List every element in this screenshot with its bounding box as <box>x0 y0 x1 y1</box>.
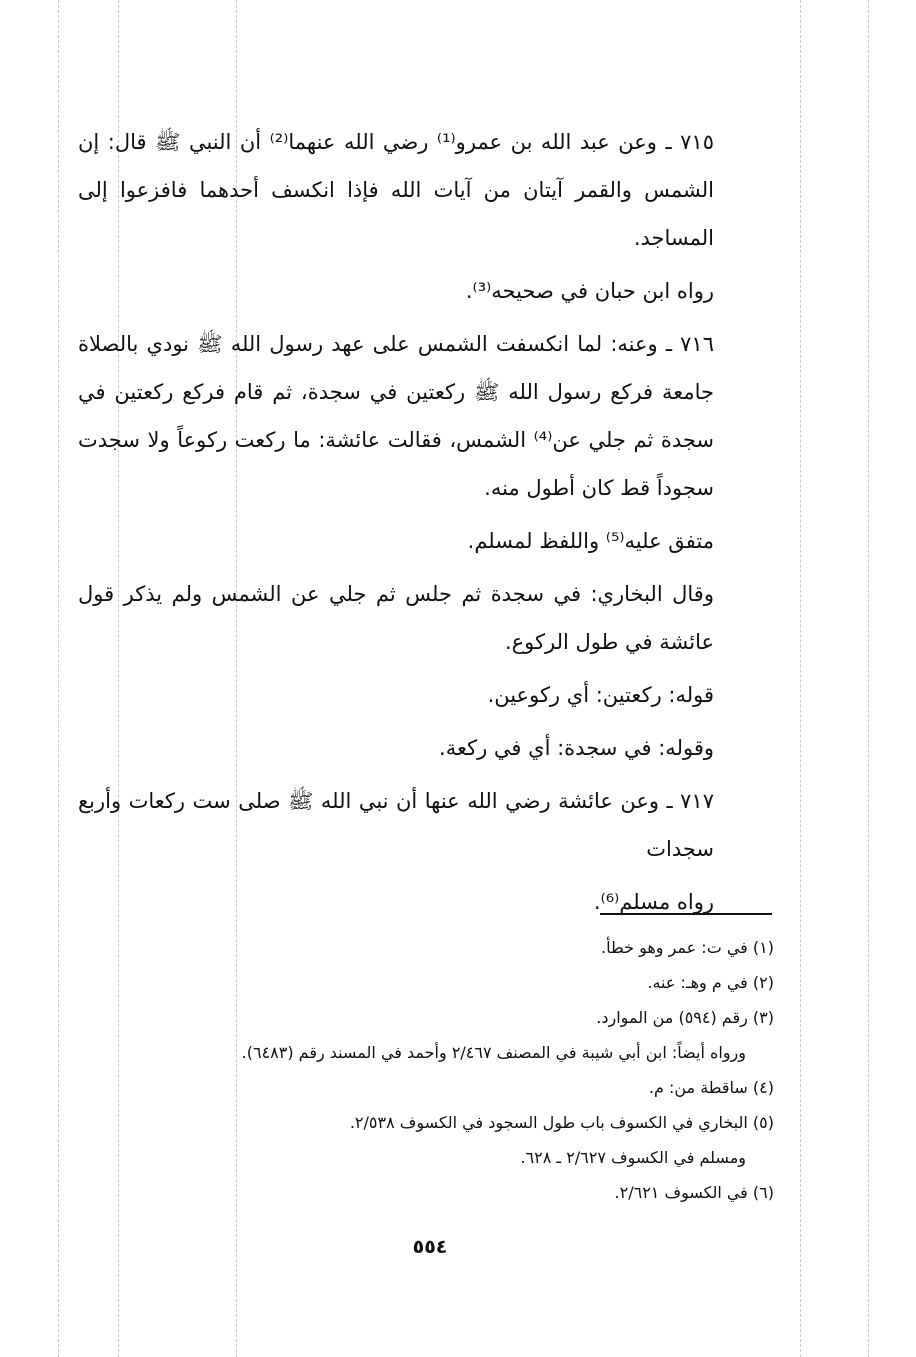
footnote-5-continued: ومسلم في الكسوف ٢/٦٢٧ ـ ٦٢٨. <box>520 1148 746 1167</box>
hadith-715: ٧١٥ ـ وعن عبد الله بن عمرو⁽¹⁾ رضي الله عنهما⁽²⁾ أن النبي ﷺ قال: إن الشمس والقمر آيتان من آيات الله فإذا انكسف أحدهما فافزعوا إلى المساجد. <box>78 130 714 250</box>
hadith-717-source: رواه مسلم⁽⁶⁾. <box>593 890 714 914</box>
hadith-716-source: متفق عليه⁽⁵⁾ واللفظ لمسلم. <box>467 529 714 553</box>
main-text <box>78 118 780 931</box>
page-number: ٥٥٤ <box>412 1236 448 1258</box>
footnote-3-continued: ورواه أيضاً: ابن أبي شيبة في المصنف ٢/٤٦٧ وأحمد في المسند رقم (٦٤٨٣). <box>241 1043 746 1062</box>
gloss-sajda: وقوله: في سجدة: أي في ركعة. <box>439 736 714 760</box>
footnote-separator <box>600 913 772 915</box>
hadith-717: ٧١٧ ـ وعن عائشة رضي الله عنها أن نبي الله ﷺ صلى ست ركعات وأربع سجدات <box>78 789 714 861</box>
footnote-6: (٦) في الكسوف ٢/٦٢١. <box>614 1183 774 1202</box>
footnotes <box>78 930 774 1210</box>
margin-guide-line <box>58 0 59 1357</box>
footnote-3: (٣) رقم (٥٩٤) من الموارد. <box>596 1008 774 1027</box>
footnote-4: (٤) ساقطة من: م. <box>648 1078 774 1097</box>
hadith-716: ٧١٦ ـ وعنه: لما انكسفت الشمس على عهد رسول الله ﷺ نودي بالصلاة جامعة فركع رسول الله ﷺ ركعتين في سجدة، ثم قام فركع ركعتين في سجدة ثم جلي عن⁽⁴⁾ الشمس، فقالت عائشة: ما ركعت ركوعاً ولا سجدت سجوداً قط كان أطول منه. <box>78 332 715 500</box>
margin-guide-line <box>800 0 801 1357</box>
gloss-rakatayn: قوله: ركعتين: أي ركوعين. <box>487 683 714 707</box>
footnote-1: (١) في ت: عمر وهو خطأ. <box>601 938 774 957</box>
hadith-715-source: رواه ابن حبان في صحيحه⁽³⁾. <box>465 279 714 303</box>
margin-guide-line <box>868 0 869 1357</box>
bukhari-note: وقال البخاري: في سجدة ثم جلس ثم جلي عن الشمس ولم يذكر قول عائشة في طول الركوع. <box>78 582 714 654</box>
footnote-5: (٥) البخاري في الكسوف باب طول السجود في الكسوف ٢/٥٣٨. <box>349 1113 774 1132</box>
footnote-2: (٢) في م وهـ: عنه. <box>647 973 774 992</box>
